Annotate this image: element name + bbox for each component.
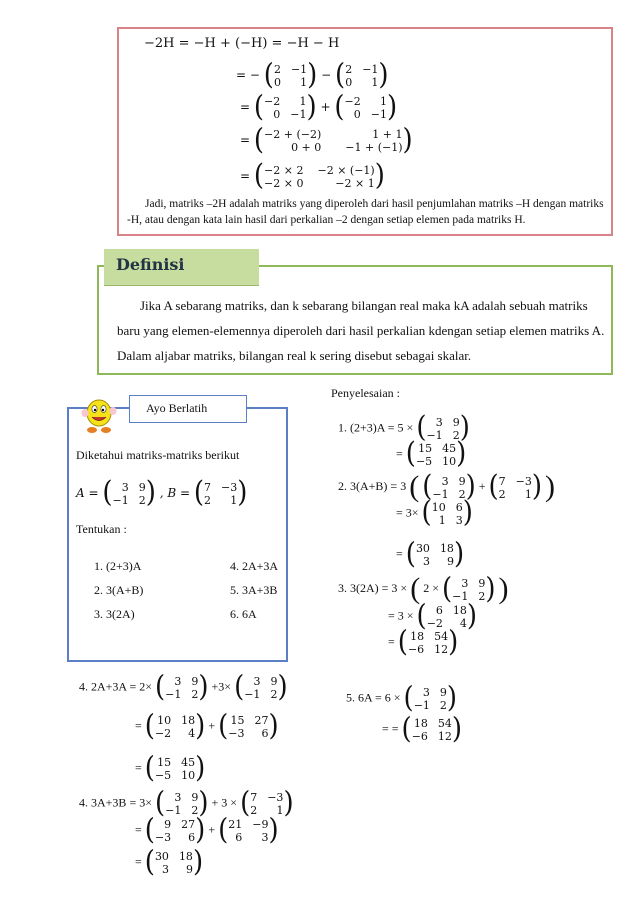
matrix bbox=[102, 476, 156, 510]
right-bracket: ) bbox=[466, 599, 478, 633]
matrix-cell: 6 bbox=[235, 831, 243, 844]
solution-label: 1. (2+3)A = 5 × bbox=[338, 420, 414, 435]
matrix-cell: 3 bbox=[455, 514, 463, 527]
matrix-cell: 3 bbox=[174, 791, 182, 804]
left-bracket: ( bbox=[154, 670, 166, 704]
matrix-cell: −2 × 0 bbox=[264, 177, 304, 190]
equals-sign: = bbox=[236, 68, 247, 82]
matrix-cell: −1 bbox=[432, 487, 449, 501]
plus-sign: + bbox=[208, 718, 216, 733]
equals-sign: = bbox=[135, 718, 142, 733]
matrix-cell: −3 bbox=[267, 791, 284, 804]
plus-sign: + bbox=[320, 100, 331, 114]
equals-sign: = bbox=[396, 446, 403, 461]
left-bracket: ( bbox=[144, 813, 155, 847]
task-item: 4. 2A+3A bbox=[230, 559, 279, 573]
matrix bbox=[335, 58, 389, 92]
matrix-cell: 3 bbox=[253, 675, 261, 688]
left-bracket: ( bbox=[154, 786, 166, 820]
matrix bbox=[397, 625, 459, 659]
solution-4-result bbox=[135, 751, 206, 785]
matrix-cell: 3 bbox=[121, 481, 129, 494]
exercise-intro: Diketahui matriks-matriks berikut bbox=[76, 448, 240, 462]
matrix-cell: −5 bbox=[415, 455, 433, 468]
task-item: 6. 6A bbox=[230, 607, 257, 621]
right-bracket: ) bbox=[374, 159, 385, 193]
matrix bbox=[405, 537, 465, 571]
matrix-cell: −1 bbox=[362, 63, 379, 76]
matrix-cell: 9 bbox=[458, 474, 466, 488]
matrix-cell: 10 bbox=[431, 501, 446, 514]
solution-6-result bbox=[382, 712, 463, 746]
matrix-cell: 6 bbox=[188, 831, 196, 844]
right-bracket: ) bbox=[307, 58, 318, 92]
matrix-cell: −2 + (−2) bbox=[264, 128, 322, 141]
matrix-cell: 9 bbox=[439, 686, 447, 699]
paren: ( bbox=[409, 470, 420, 503]
left-bracket: ( bbox=[334, 90, 345, 124]
left-bracket: ( bbox=[240, 786, 251, 820]
matrix-cell: 3 bbox=[441, 474, 449, 488]
equation-row bbox=[236, 58, 389, 92]
matrix bbox=[441, 571, 496, 605]
matrix bbox=[253, 159, 385, 193]
matrix-cell: 3 bbox=[461, 576, 469, 590]
right-bracket: ) bbox=[451, 712, 463, 746]
matrix bbox=[218, 709, 279, 743]
matrix-cell: 1 bbox=[299, 95, 307, 108]
matrix-cell: 3 bbox=[435, 416, 443, 429]
minus-sign: − bbox=[321, 68, 332, 82]
solution-label: 4. 3A+3B = 3× bbox=[79, 795, 152, 810]
right-bracket: ) bbox=[448, 625, 459, 659]
conclusion-line: Jadi, matriks –2H adalah matriks yang diperoleh dari hasil penjumlahan matriks –H dengan matriks bbox=[145, 198, 604, 210]
matrix-cell: −6 bbox=[411, 730, 428, 743]
left-bracket: ( bbox=[335, 58, 346, 92]
left-bracket: ( bbox=[253, 123, 265, 157]
matrix-cell: 18 bbox=[181, 714, 196, 727]
right-bracket: ) bbox=[237, 476, 248, 510]
equation-line: −2H = −H + (−H) = −H − H bbox=[144, 36, 340, 51]
matrix-cell: 9 bbox=[164, 818, 172, 831]
right-bracket: ) bbox=[531, 469, 543, 503]
right-bracket: ) bbox=[446, 681, 458, 715]
matrix-cell: 15 bbox=[157, 756, 172, 769]
definition-line: baru yang elemen-elemennya diperoleh dari hasil perkalian kdengan setiap elemen matriks A. bbox=[117, 323, 605, 338]
matrix-cell: 9 bbox=[446, 555, 454, 568]
matrix-cell: 30 bbox=[154, 850, 169, 863]
right-bracket: ) bbox=[378, 58, 389, 92]
left-bracket: ( bbox=[416, 599, 427, 633]
matrix-cell: 2 bbox=[458, 487, 466, 501]
matrix-cell: 18 bbox=[178, 850, 193, 863]
left-bracket: ( bbox=[253, 159, 265, 193]
matrix-cell: 1 bbox=[230, 494, 238, 507]
operator: +3× bbox=[211, 679, 232, 694]
matrix-cell: 2 bbox=[478, 589, 486, 603]
equals-sign: = bbox=[135, 760, 142, 775]
matrix-cell: 7 bbox=[250, 791, 258, 804]
matrix-cell: −1 bbox=[290, 108, 307, 121]
solution-label: 4. 2A+3A = 2× bbox=[79, 679, 152, 694]
exercise-tab bbox=[129, 395, 247, 423]
matrix-cell: 10 bbox=[181, 769, 196, 782]
matrix-cell: 1 bbox=[300, 76, 308, 89]
matrix-cell: 1 bbox=[438, 514, 446, 527]
equals-sign: = 3 × bbox=[388, 608, 414, 623]
left-bracket: ( bbox=[441, 571, 453, 605]
matrix-cell: 18 bbox=[439, 542, 454, 555]
equals-sign: = = bbox=[382, 721, 399, 736]
right-bracket: ) bbox=[192, 845, 204, 879]
matrix-cell: −5 bbox=[154, 769, 172, 782]
left-bracket: ( bbox=[422, 469, 433, 503]
right-bracket: ) bbox=[386, 90, 398, 124]
matrix-cell: 0 + 0 bbox=[291, 141, 322, 154]
left-bracket: ( bbox=[405, 437, 416, 471]
right-bracket: ) bbox=[198, 670, 209, 704]
matrix-cell: 4 bbox=[459, 617, 467, 630]
scalar: 2 × bbox=[423, 580, 439, 595]
matrix-cell: −6 bbox=[407, 643, 425, 656]
solution-label: 5. 6A = 6 × bbox=[346, 690, 401, 705]
right-bracket: ) bbox=[277, 670, 288, 704]
left-bracket: ( bbox=[397, 625, 408, 659]
matrix-cell: −2 bbox=[154, 727, 172, 740]
matrix-cell: 3 bbox=[422, 555, 430, 568]
matrix bbox=[240, 786, 294, 820]
right-bracket: ) bbox=[195, 751, 206, 785]
paren: ) bbox=[545, 470, 556, 503]
matrix-cell: 12 bbox=[434, 643, 449, 656]
matrix-cell: 6 bbox=[435, 604, 443, 617]
solution-5-step bbox=[135, 813, 279, 847]
matrix-cell: 0 bbox=[353, 108, 361, 121]
matrix-cell: 3 bbox=[174, 675, 182, 688]
matrix-cell: −3 bbox=[515, 474, 532, 488]
matrix-cell: 45 bbox=[442, 442, 457, 455]
right-bracket: ) bbox=[195, 813, 206, 847]
left-bracket: ( bbox=[144, 709, 155, 743]
matrix-cell: −9 bbox=[252, 818, 269, 831]
equals-sign: = bbox=[240, 169, 251, 183]
task-item: 3. 3(2A) bbox=[94, 607, 135, 621]
matrix-cell: 9 bbox=[478, 576, 486, 590]
definition-line: Dalam aljabar matriks, bilangan real k sering disebut sebagai skalar. bbox=[117, 348, 472, 363]
matrix-cell: −1 bbox=[165, 804, 182, 817]
matrix-cell: −1 bbox=[370, 108, 387, 121]
solution-3-result bbox=[388, 625, 459, 659]
left-bracket: ( bbox=[253, 90, 265, 124]
left-bracket: ( bbox=[263, 58, 274, 92]
matrix-cell: 18 bbox=[413, 717, 428, 730]
plus-sign: + bbox=[478, 478, 486, 493]
left-bracket: ( bbox=[218, 709, 229, 743]
matrix-cell: 27 bbox=[254, 714, 269, 727]
left-bracket: ( bbox=[218, 813, 229, 847]
matrix-cell: −1 bbox=[290, 63, 308, 76]
matrix-cell: −1 + (−1) bbox=[345, 141, 403, 154]
conclusion-line: -H, atau dengan kata lain hasil dari perkalian –2 dengan setiap elemen pada matriks H. bbox=[127, 214, 526, 226]
operator: + 3 × bbox=[211, 795, 238, 810]
matrix-cell: 12 bbox=[437, 730, 452, 743]
matrix-cell: 2 bbox=[439, 699, 447, 712]
matrix-cell: 9 bbox=[185, 863, 193, 876]
matrix bbox=[144, 813, 206, 847]
matrix-cell: 0 bbox=[273, 108, 281, 121]
matrix bbox=[144, 751, 206, 785]
matrix bbox=[405, 437, 467, 471]
matrix-cell: 4 bbox=[188, 727, 196, 740]
matrix bbox=[193, 476, 248, 510]
exercise-title: Ayo Berlatih bbox=[146, 401, 208, 415]
solution-4-step bbox=[135, 709, 279, 743]
matrix-cell: 18 bbox=[452, 604, 467, 617]
matrix-cell: 6 bbox=[455, 501, 463, 514]
task-list-left bbox=[94, 554, 143, 626]
right-bracket: ) bbox=[268, 813, 279, 847]
matrix-cell: 1 bbox=[276, 804, 284, 817]
matrix-label: , B = bbox=[159, 486, 191, 500]
matrix-cell: 10 bbox=[442, 455, 457, 468]
matrix-cell: 9 bbox=[270, 675, 278, 688]
solution-2-step bbox=[396, 496, 473, 530]
matrix bbox=[144, 845, 204, 879]
left-bracket: ( bbox=[144, 845, 155, 879]
matrix-cell: 0 bbox=[345, 76, 353, 89]
equals-sign: = bbox=[240, 133, 251, 147]
matrix-cell: −2 × (−1) bbox=[317, 164, 375, 177]
matrix bbox=[421, 496, 473, 530]
matrix bbox=[263, 58, 318, 92]
matrix-cell: 1 bbox=[371, 76, 379, 89]
left-bracket: ( bbox=[421, 496, 432, 530]
matrix bbox=[253, 123, 413, 157]
matrix bbox=[334, 90, 398, 124]
matrix bbox=[144, 709, 206, 743]
matrix-cell: −1 bbox=[165, 688, 182, 701]
matrix-cell: 9 bbox=[191, 791, 199, 804]
solution-label: 3. 3(2A) = 3 × bbox=[338, 580, 408, 595]
matrix bbox=[154, 670, 209, 704]
task-item: 2. 3(A+B) bbox=[94, 583, 144, 597]
solution-label: 2. 3(A+B) = 3 bbox=[338, 478, 407, 493]
matrix bbox=[234, 670, 288, 704]
left-bracket: ( bbox=[405, 537, 416, 571]
definition-line: Jika A sebarang matriks, dan k sebarang bilangan real maka kA adalah sebuah matriks bbox=[140, 298, 588, 313]
task-item: 1. (2+3)A bbox=[94, 559, 142, 573]
right-bracket: ) bbox=[456, 437, 467, 471]
matrix-cell: 9 bbox=[138, 481, 146, 494]
right-bracket: ) bbox=[453, 537, 465, 571]
matrix-cell: 3 bbox=[161, 863, 169, 876]
matrix-cell: 2 bbox=[250, 804, 258, 817]
matrix-cell: −1 bbox=[452, 589, 469, 603]
matrix bbox=[403, 681, 458, 715]
matrix-cell: 15 bbox=[418, 442, 433, 455]
equals-sign: = bbox=[240, 100, 251, 114]
matrix-cell: −1 bbox=[112, 494, 129, 507]
equation-row bbox=[240, 123, 413, 157]
matrix-cell: −3 bbox=[228, 727, 245, 740]
right-bracket: ) bbox=[268, 709, 279, 743]
given-matrices bbox=[76, 476, 248, 510]
matrix bbox=[218, 813, 279, 847]
matrix-cell: 2 bbox=[204, 494, 212, 507]
left-bracket: ( bbox=[234, 670, 245, 704]
equals-sign: = 3× bbox=[396, 505, 419, 520]
matrix-cell: 2 bbox=[138, 494, 146, 507]
solution-2 bbox=[338, 470, 555, 504]
equals-sign: = bbox=[388, 634, 395, 649]
matrix-cell: 2 bbox=[273, 63, 281, 76]
matrix-cell: −2 bbox=[264, 95, 281, 108]
matrix-cell: 9 bbox=[191, 675, 199, 688]
matrix bbox=[253, 90, 317, 124]
matrix bbox=[401, 712, 463, 746]
definition-tab bbox=[104, 249, 259, 286]
equals-sign: = bbox=[135, 854, 142, 869]
matrix-cell: −2 × 2 bbox=[264, 164, 304, 177]
matrix-cell: 2 bbox=[452, 429, 460, 442]
equals-sign: = bbox=[396, 546, 403, 561]
matrix-cell: 3 bbox=[422, 686, 430, 699]
right-bracket: ) bbox=[465, 469, 476, 503]
paren: ( bbox=[410, 572, 421, 605]
right-bracket: ) bbox=[145, 476, 156, 510]
matrix-cell: −2 bbox=[344, 95, 361, 108]
tentukan-label: Tentukan : bbox=[76, 522, 127, 536]
matrix-label: A = bbox=[76, 486, 99, 500]
solution-2-result bbox=[396, 537, 465, 571]
matrix-cell: 1 bbox=[379, 95, 387, 108]
equation-row bbox=[240, 159, 385, 193]
matrix-cell: 3 bbox=[261, 831, 269, 844]
matrix-cell: −2 bbox=[426, 617, 443, 630]
matrix-cell: 27 bbox=[181, 818, 196, 831]
matrix-cell: 10 bbox=[157, 714, 172, 727]
equals-sign: = bbox=[135, 822, 142, 837]
matrix-cell: −3 bbox=[221, 481, 238, 494]
right-bracket: ) bbox=[195, 709, 206, 743]
left-bracket: ( bbox=[416, 411, 427, 445]
matrix-cell: 2 bbox=[191, 688, 199, 701]
matrix bbox=[416, 599, 478, 633]
right-bracket: ) bbox=[402, 123, 413, 157]
solution-4 bbox=[79, 670, 288, 704]
solution-5 bbox=[79, 786, 294, 820]
right-bracket: ) bbox=[462, 496, 473, 530]
right-bracket: ) bbox=[485, 571, 496, 605]
equation-row bbox=[240, 90, 398, 124]
matrix-cell: 45 bbox=[181, 756, 196, 769]
solution-1 bbox=[338, 411, 470, 445]
matrix-cell: 2 bbox=[191, 804, 199, 817]
right-bracket: ) bbox=[306, 90, 317, 124]
right-bracket: ) bbox=[283, 786, 294, 820]
plus-sign: + bbox=[208, 822, 216, 837]
solution-6 bbox=[346, 681, 458, 715]
matrix-cell: 6 bbox=[261, 727, 269, 740]
matrix-cell: 1 + 1 bbox=[372, 128, 403, 141]
matrix-cell: 9 bbox=[452, 416, 460, 429]
solution-header: Penyelesaian : bbox=[331, 386, 400, 400]
minus-sign: − bbox=[249, 68, 260, 82]
matrix-cell: 2 bbox=[345, 63, 353, 76]
matrix-cell: 1 bbox=[524, 487, 532, 501]
matrix-cell: −1 bbox=[413, 699, 430, 712]
matrix-cell: 7 bbox=[204, 481, 212, 494]
matrix-cell: 54 bbox=[437, 717, 452, 730]
matrix-cell: 21 bbox=[228, 818, 243, 831]
matrix-cell: 2 bbox=[498, 487, 506, 501]
left-bracket: ( bbox=[144, 751, 155, 785]
matrix-cell: 30 bbox=[415, 542, 430, 555]
task-list-right bbox=[230, 554, 278, 626]
matrix-cell: −2 × 1 bbox=[335, 177, 375, 190]
left-bracket: ( bbox=[401, 712, 412, 746]
matrix-cell: −1 bbox=[426, 429, 443, 442]
matrix-cell: 7 bbox=[498, 474, 506, 488]
task-item: 5. 3A+3B bbox=[230, 583, 278, 597]
matrix-cell: −3 bbox=[154, 831, 172, 844]
matrix-cell: 2 bbox=[270, 688, 278, 701]
right-bracket: ) bbox=[459, 411, 470, 445]
matrix-cell: −1 bbox=[244, 688, 261, 701]
solution-5-result bbox=[135, 845, 204, 879]
smiley-mascot-icon bbox=[79, 396, 119, 436]
matrix-cell: 54 bbox=[434, 630, 449, 643]
paren: ) bbox=[498, 572, 509, 605]
definition-title: Definisi bbox=[116, 255, 185, 274]
solution-1-result bbox=[396, 437, 467, 471]
matrix-cell: 0 bbox=[273, 76, 281, 89]
matrix-cell: 18 bbox=[410, 630, 425, 643]
left-bracket: ( bbox=[102, 476, 113, 510]
matrix-cell: 15 bbox=[230, 714, 245, 727]
left-bracket: ( bbox=[193, 476, 205, 510]
left-bracket: ( bbox=[488, 469, 499, 503]
left-bracket: ( bbox=[403, 681, 414, 715]
matrix bbox=[488, 469, 543, 503]
right-bracket: ) bbox=[198, 786, 209, 820]
